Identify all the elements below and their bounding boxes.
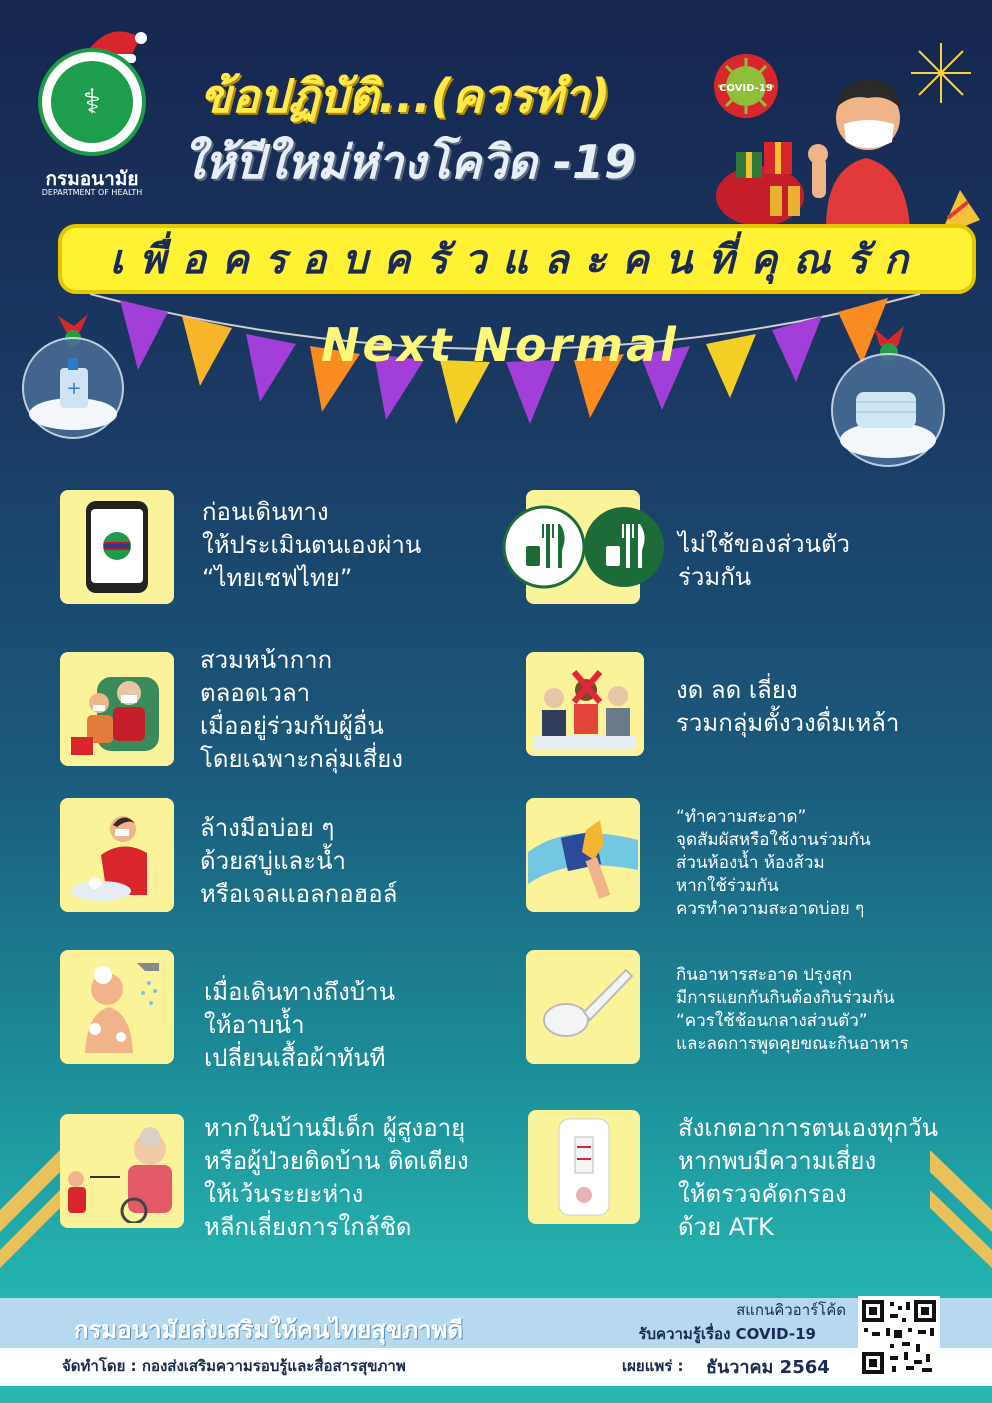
atk-test-icon: [549, 1115, 619, 1219]
item-right-3-text: “ทำความสะอาด” จุดสัมผัสหรือใช้งานร่วมกัน ส่วนห้องน้ำ ห้องส้วม หากใช้ร่วมกัน ควรทำความสะอาดบ่อย ๆ: [676, 807, 871, 919]
cleaning-glove-icon: [528, 800, 638, 910]
logo-name-en: DEPARTMENT OF HEALTH: [41, 188, 143, 197]
banner-text: เพื่อครอบครัวและคนที่คุณรัก: [109, 237, 925, 283]
item-right-4-text: กินอาหารสะอาด ปรุงสุก มีการแยกกันกินต้องกินร่วมกัน “ควรใช้ช้อนกลางส่วนตัว” และลดการพูดคุยขณะกินอาหาร: [676, 965, 909, 1054]
shower-icon: [67, 957, 167, 1057]
gold-stripe-decoration-right: [930, 1150, 992, 1300]
qr-code[interactable]: [858, 1296, 940, 1378]
card-shower: [60, 950, 174, 1064]
card-atk: [528, 1110, 640, 1224]
item-left-3-text: ล้างมือบ่อย ๆ ด้วยสบู่และน้ำ หรือเจลแอลกอฮอล์: [200, 814, 398, 908]
item-right-5-text: สังเกตอาการตนเองทุกวัน หากพบมีความเสี่ยง ให้ตรวจคัดกรอง ด้วย ATK: [678, 1114, 939, 1241]
hand-wash-icon: [67, 805, 167, 905]
elderly-distance-icon: [62, 1119, 182, 1223]
footer-slogan: กรมอนามัยส่งเสริมให้คนไทยสุขภาพดี: [74, 1316, 464, 1344]
item-left-5-text: หากในบ้านมีเด็ก ผู้สูงอายุ หรือผู้ป่วยติดบ้าน ติดเตียง ให้เว้นระยะห่าง หลีกเลี่ยงการใกล้ชิด: [204, 1114, 469, 1241]
ornament-mask-icon: [828, 318, 948, 468]
department-logo: [38, 48, 146, 156]
item-left-4-text: เมื่อเดินทางถึงบ้าน ให้อาบน้ำ เปลี่ยนเสื้อผ้าทันที: [204, 978, 396, 1072]
published-date: ธันวาคม 2564: [706, 1357, 830, 1378]
card-mask: [60, 652, 174, 766]
covid-virus-icon: [712, 52, 780, 120]
spoon-icon: [528, 952, 638, 1062]
logo-name-th: กรมอนามัย: [45, 168, 139, 190]
card-no-party: [526, 652, 644, 756]
published-label: เผยแพร่ :: [622, 1357, 684, 1375]
family-mask-icon: [67, 659, 167, 759]
card-handwash: [60, 798, 174, 912]
caduceus-icon: ⚕: [51, 61, 133, 143]
title-line-1: ข้อปฏิบัติ...(ควรทำ): [200, 69, 611, 123]
next-normal-subtitle: Next Normal: [321, 318, 679, 372]
gift-sack-icon: [712, 128, 812, 228]
svg-text:+: +: [66, 378, 82, 399]
badge-text: COVID-19: [719, 83, 773, 94]
gold-stripe-decoration: [0, 1150, 60, 1300]
no-party-icon: [530, 654, 640, 754]
card-distance: [60, 1114, 184, 1228]
phone-app-icon: [82, 499, 152, 595]
card-thaisavethai: [60, 490, 174, 604]
card-cleaning: [526, 798, 640, 912]
bunting-flags: [90, 284, 920, 464]
item-left-1-text: ก่อนเดินทาง ให้ประเมินตนเองผ่าน “ไทยเซฟไทย”: [202, 498, 422, 592]
ornament-sanitizer-icon: [18, 302, 128, 442]
scan-qr-label: สแกนคิวอาร์โค้ด: [736, 1301, 846, 1319]
item-right-2-text: งด ลด เลี่ยง รวมกลุ่มตั้งวงดื่มเหล้า: [676, 676, 900, 737]
scan-qr-topic: รับความรู้เรื่อง COVID-19: [638, 1325, 816, 1343]
utensils-circles: [500, 502, 670, 596]
title-line-2: ให้ปีใหม่ห่างโควิด -19: [182, 135, 637, 189]
item-left-2-text: สวมหน้ากาก ตลอดเวลา เมื่ออยู่ร่วมกับผู้อื่น โดยเฉพาะกลุ่มเสี่ยง: [200, 646, 403, 773]
item-right-1-text: ไม่ใช้ของส่วนตัว ร่วมกัน: [678, 530, 851, 591]
card-spoon: [526, 950, 640, 1064]
organizer-credit: จัดทำโดย : กองส่งเสริมความรอบรู้และสื่อสารสุขภาพ: [62, 1357, 406, 1375]
firework-icon: [906, 38, 976, 108]
